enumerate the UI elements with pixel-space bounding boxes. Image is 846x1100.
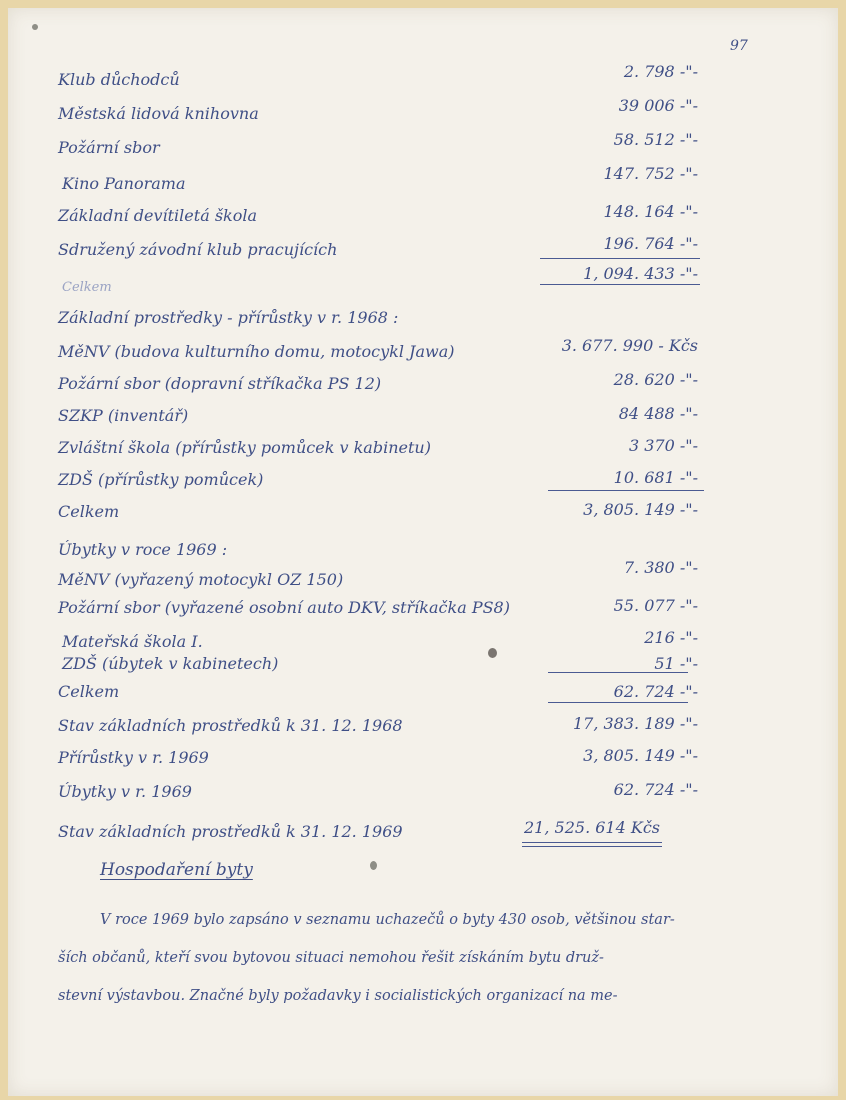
paper-spot [370,861,377,870]
item-label: MěNV (vyřazený motocykl OZ 150) [58,570,344,589]
item-label: Kino Panorama [62,174,186,193]
item-label: Městská lidová knihovna [58,104,259,123]
paper-spot [32,24,38,30]
summary-value: 3, 805. 149 -"- [583,746,698,765]
final-double-rule [522,842,662,843]
paper-spot [488,648,497,658]
page-number: 97 [730,38,748,54]
item-label: Požární sbor (dopravní stříkačka PS 12) [58,374,382,393]
item-value: 3 370 -"- [628,436,698,455]
sum-rule [548,490,704,491]
item-value: 7. 380 -"- [623,558,698,577]
item-label: ZDŠ (úbytek v kabinetech) [62,654,279,673]
item-value: 28. 620 -"- [613,370,698,389]
section-heading: Úbytky v roce 1969 : [58,540,228,559]
item-value: 216 -"- [644,628,698,647]
item-label: SZKP (inventář) [58,406,189,425]
sum-rule [548,672,688,673]
paragraph-line: V roce 1969 bylo zapsáno v seznamu uchazečů o byty 430 osob, většinou star- [100,912,675,928]
paragraph-line: ších občanů, kteří svou bytovou situaci nemohou řešit získáním bytu druž- [58,950,604,966]
summary-value: 17, 383. 189 -"- [572,714,698,733]
paragraph-line: stevní výstavbou. Značné byly požadavky i socialistických organizací na me- [58,988,618,1004]
item-label: Požární sbor [58,138,160,157]
item-value: 39 006 -"- [618,96,698,115]
item-value: 2. 798 -"- [623,62,698,81]
total-value: 1, 094. 433 -"- [583,264,698,283]
final-value: 21, 525. 614 Kčs [524,818,660,837]
sum-rule [548,702,688,703]
item-label: Mateřská škola I. [62,632,203,651]
item-value: 148. 164 -"- [603,202,698,221]
item-value: 3. 677. 990 - Kčs [561,336,698,355]
item-label: MěNV (budova kulturního domu, motocykl Jawa) [58,342,455,361]
summary-value: 62. 724 -"- [613,780,698,799]
sum-rule [540,284,700,285]
total-label: Celkem [58,682,120,701]
final-double-rule [522,846,662,847]
summary-label: Stav základních prostředků k 31. 12. 1968 [58,716,403,735]
handwritten-page [8,8,838,1096]
final-label: Stav základních prostředků k 31. 12. 1969 [58,822,403,841]
item-label: Klub důchodců [58,70,180,89]
item-label: ZDŠ (přírůstky pomůcek) [58,470,264,489]
item-value: 58. 512 -"- [613,130,698,149]
item-value: 84 488 -"- [618,404,698,423]
item-value: 51 -"- [654,654,698,673]
item-label: Základní devítiletá škola [58,206,258,225]
total-value: 62. 724 -"- [613,682,698,701]
item-value: 55. 077 -"- [613,596,698,615]
total-label: Celkem [62,280,112,295]
total-value: 3, 805. 149 -"- [583,500,698,519]
summary-label: Úbytky v r. 1969 [58,782,192,801]
sum-rule [540,258,700,259]
item-value: 10. 681 -"- [613,468,698,487]
item-label: Zvláštní škola (přírůstky pomůcek v kabinetu) [58,438,431,457]
item-value: 147. 752 -"- [603,164,698,183]
section-heading: Základní prostředky - přírůstky v r. 1968 : [58,308,399,327]
total-label: Celkem [58,502,120,521]
item-label: Sdružený závodní klub pracujících [58,240,338,259]
item-value: 196. 764 -"- [603,234,698,253]
summary-label: Přírůstky v r. 1969 [58,748,209,767]
section-heading-housing: Hospodaření byty [100,860,253,880]
item-label: Požární sbor (vyřazené osobní auto DKV, stříkačka PS8) [58,598,510,617]
